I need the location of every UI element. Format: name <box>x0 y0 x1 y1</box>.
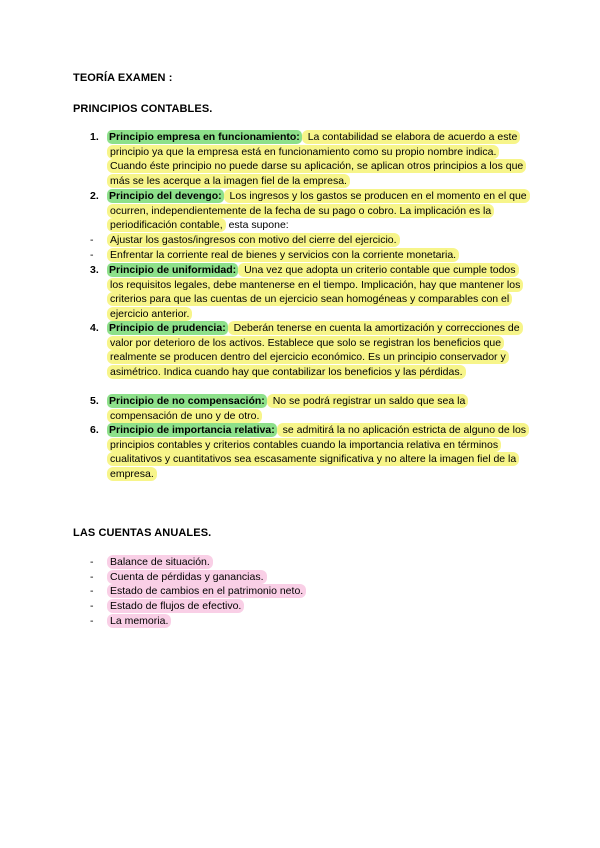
principle-number: 2. <box>90 190 99 202</box>
principle-text-tail: esta supone: <box>225 219 289 232</box>
principle-name: Principio de uniformidad: <box>109 264 237 276</box>
cuentas-list-item: La memoria. <box>107 614 531 629</box>
principle-text: La contabilidad se elabora de acuerdo a este principio ya que la empresa está en funcionamiento como su propio nombre indica. Cuando éste principio no puede darse su aplicación, se aplican otros principios a los que más se les acerque a la imagen fiel de la empresa. <box>107 130 526 188</box>
principle-item-5 <box>107 394 531 423</box>
principle-text: Los ingresos y los gastos se producen en el momento en el que ocurren, independientemente de la fecha de su pago o cobro. La implicación es la periodificación contable, <box>107 189 530 232</box>
cuentas-list-item: Balance de situación. <box>107 555 531 570</box>
cuentas-list-item: Estado de flujos de efectivo. <box>107 599 531 614</box>
section-heading-cuentas: LAS CUENTAS ANUALES. <box>73 527 212 539</box>
principle-name: Principio de no compensación: <box>109 395 265 407</box>
principle-item-6 <box>107 423 531 481</box>
bullet-dash: - <box>90 249 94 261</box>
principle-item-3 <box>107 263 531 321</box>
principle-item-1 <box>107 130 531 188</box>
bullet-dash: - <box>90 556 94 568</box>
devengo-subitem: Enfrentar la corriente real de bienes y servicios con la corriente monetaria. <box>107 248 531 263</box>
principle-name: Principio del devengo: <box>109 190 222 202</box>
principle-text: Una vez que adopta un criterio contable que cumple todos los requisitos legales, debe mantenerse en el tiempo. Implicación, hay que mantener los criterios para que las cuentas de un ejercicio sean homogéneas y comparables con el ejercicio anterior. <box>107 263 523 321</box>
devengo-subitem: Ajustar los gastos/ingresos con motivo del cierre del ejercicio. <box>107 233 531 248</box>
bullet-dash: - <box>90 585 94 597</box>
cuentas-list-item: Cuenta de pérdidas y ganancias. <box>107 570 531 585</box>
page-title: TEORÍA EXAMEN : <box>73 72 173 84</box>
principle-number: 4. <box>90 322 99 334</box>
bullet-dash: - <box>90 571 94 583</box>
principle-name: Principio de importancia relativa: <box>109 424 275 436</box>
principle-number: 6. <box>90 424 99 436</box>
principle-number: 1. <box>90 131 99 143</box>
principle-number: 3. <box>90 264 99 276</box>
principle-item-2 <box>107 189 531 233</box>
principle-text: No se podrá registrar un saldo que sea la compensación de uno y de otro. <box>107 394 468 423</box>
cuentas-list-item: Estado de cambios en el patrimonio neto. <box>107 584 531 599</box>
principle-name: Principio empresa en funcionamiento: <box>109 131 300 143</box>
principle-item-4 <box>107 321 531 379</box>
principle-text: se admitirá la no aplicación estricta de alguno de los principios contables y criterios contables cuando la importancia relativa en términos cualitativos y cuantitativos sea escasamente significativa y no altere la imagen fiel de la empresa. <box>107 423 529 481</box>
bullet-dash: - <box>90 234 94 246</box>
principle-number: 5. <box>90 395 99 407</box>
bullet-dash: - <box>90 615 94 627</box>
principle-text: Deberán tenerse en cuenta la amortización y correcciones de valor por deterioro de los activos. Establece que solo se registran los beneficios que realmente se producen dentro del ejercicio económico. Es un principio conservador y asimétrico. Indica cuando hay que contabilizar los beneficios y las pérdidas. <box>107 321 523 379</box>
section-heading-principios: PRINCIPIOS CONTABLES. <box>73 103 213 115</box>
principle-name: Principio de prudencia: <box>109 322 226 334</box>
bullet-dash: - <box>90 600 94 612</box>
